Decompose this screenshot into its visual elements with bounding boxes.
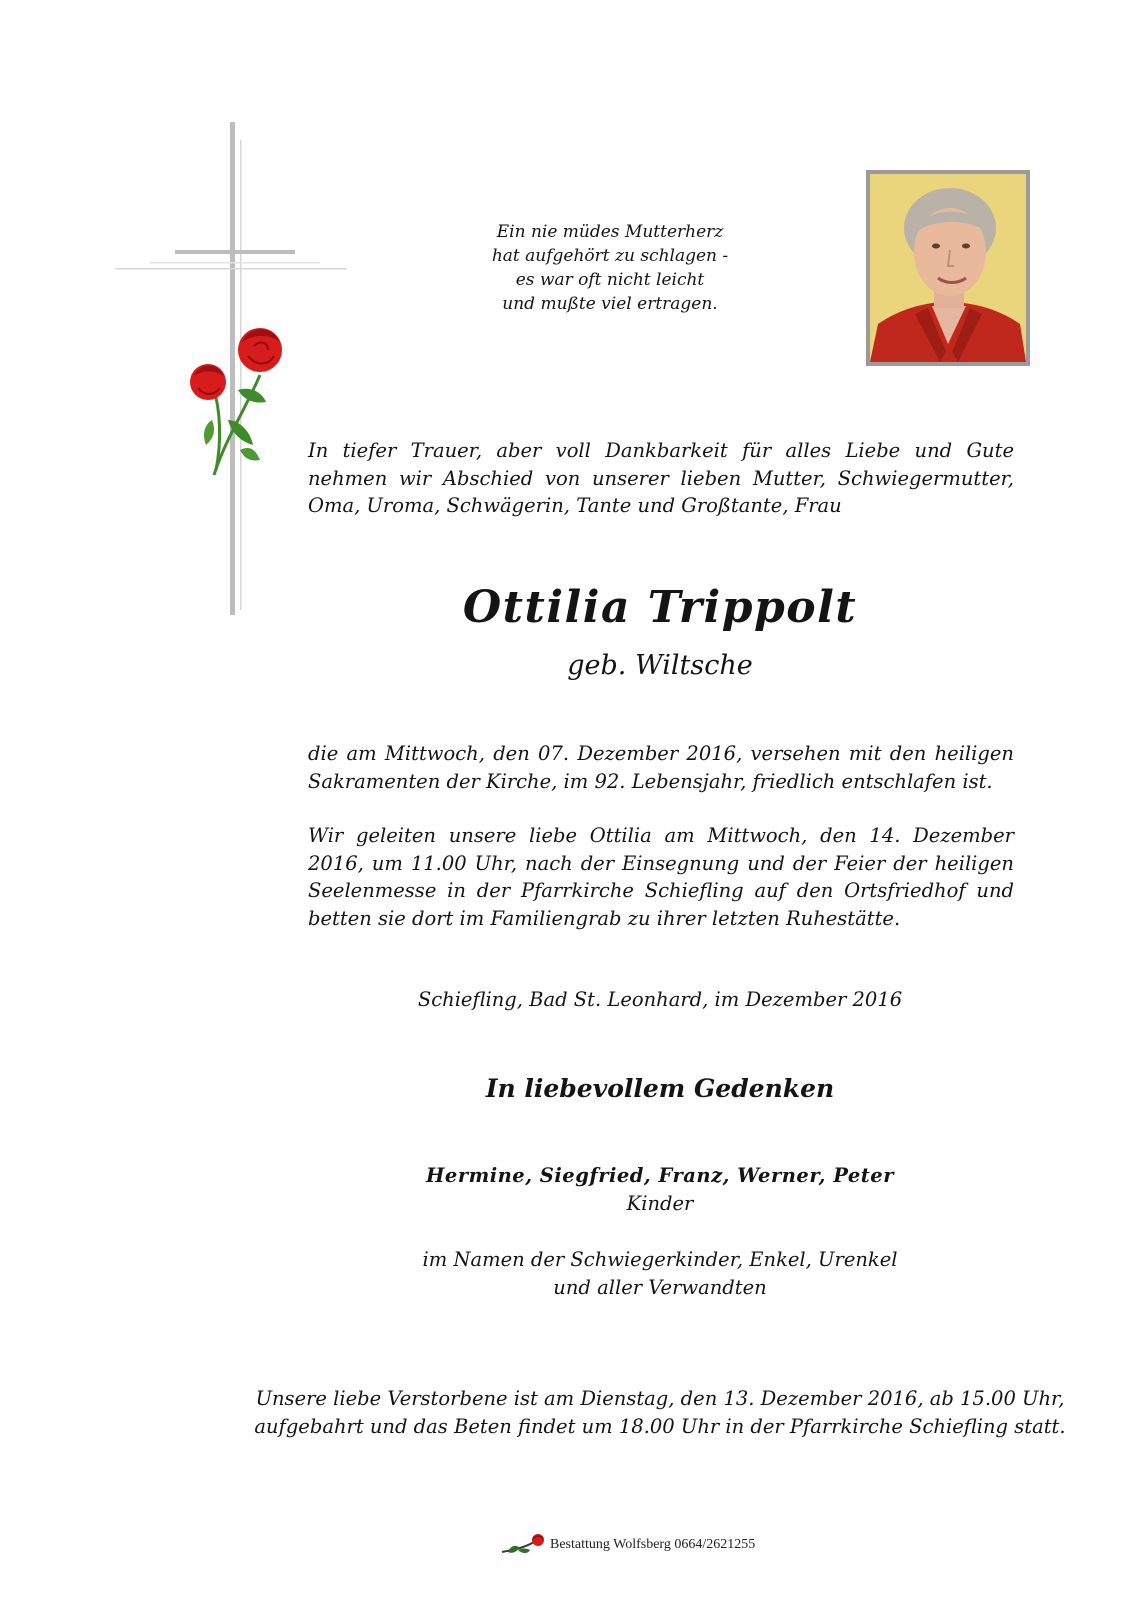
motto-verse — [440, 220, 780, 316]
footer-company: Bestattung Wolfsberg 0664/2621255 — [550, 1537, 756, 1552]
children-names: Hermine, Siegfried, Franz, Werner, Peter — [425, 1164, 894, 1187]
footer-funeral-home — [500, 1532, 755, 1558]
rose-icon — [500, 1532, 548, 1558]
portrait-image — [870, 174, 1026, 362]
motto-line: Ein nie müdes Mutterherz — [496, 222, 724, 242]
portrait-photo — [866, 170, 1030, 366]
motto-line: es war oft nicht leicht — [515, 270, 705, 290]
place-date: Schiefling, Bad St. Leonhard, im Dezember 2016 — [417, 988, 903, 1011]
viewing-line: aufgebahrt und das Beten findet um 18.00 Uhr in der Pfarrkirche Schiefling statt. — [254, 1415, 1066, 1438]
viewing-notice — [0, 1385, 1131, 1441]
motto-line: hat aufgehört zu schlagen - — [491, 246, 729, 266]
children-label: Kinder — [626, 1192, 694, 1215]
maiden-name: geb. Wiltsche — [567, 650, 753, 681]
relatives — [0, 1246, 1131, 1301]
memory-heading: In liebevollem Gedenken — [485, 1074, 835, 1103]
motto-line: und mußte viel ertragen. — [502, 294, 718, 314]
death-details: die am Mittwoch, den 07. Dezember 2016, versehen mit den heiligen Sakramenten der Kirche, im 92. Lebensjahr, friedlich entschlafen ist. — [308, 742, 1014, 793]
relatives-line: und aller Verwandten — [553, 1275, 767, 1299]
deceased-name: Ottilia Trippolt — [462, 582, 858, 633]
roses-icon — [190, 328, 282, 475]
funeral-details: Wir geleiten unsere liebe Ottilia am Mittwoch, den 14. Dezember 2016, um 11.00 Uhr, nach der Einsegnung und der Feier der heiligen Seelenmesse in der Pfarrkirche Schiefling auf den Ortsfriedhof und betten sie dort im Familiengrab zu ihrer letzten Ruhestätte. — [308, 824, 1014, 930]
relatives-line: im Namen der Schwiegerkinder, Enkel, Urenkel — [422, 1248, 898, 1271]
cross-icon — [110, 120, 360, 640]
intro-paragraph: In tiefer Trauer, aber voll Dankbarkeit für alles Liebe und Gute nehmen wir Abschied von unserer lieben Mutter, Schwiegermutter, Oma, Uroma, Schwägerin, Tante und Großtante, Frau — [308, 439, 1014, 517]
viewing-line: Unsere liebe Verstorbene ist am Dienstag, den 13. Dezember 2016, ab 15.00 Uhr, — [255, 1387, 1065, 1410]
